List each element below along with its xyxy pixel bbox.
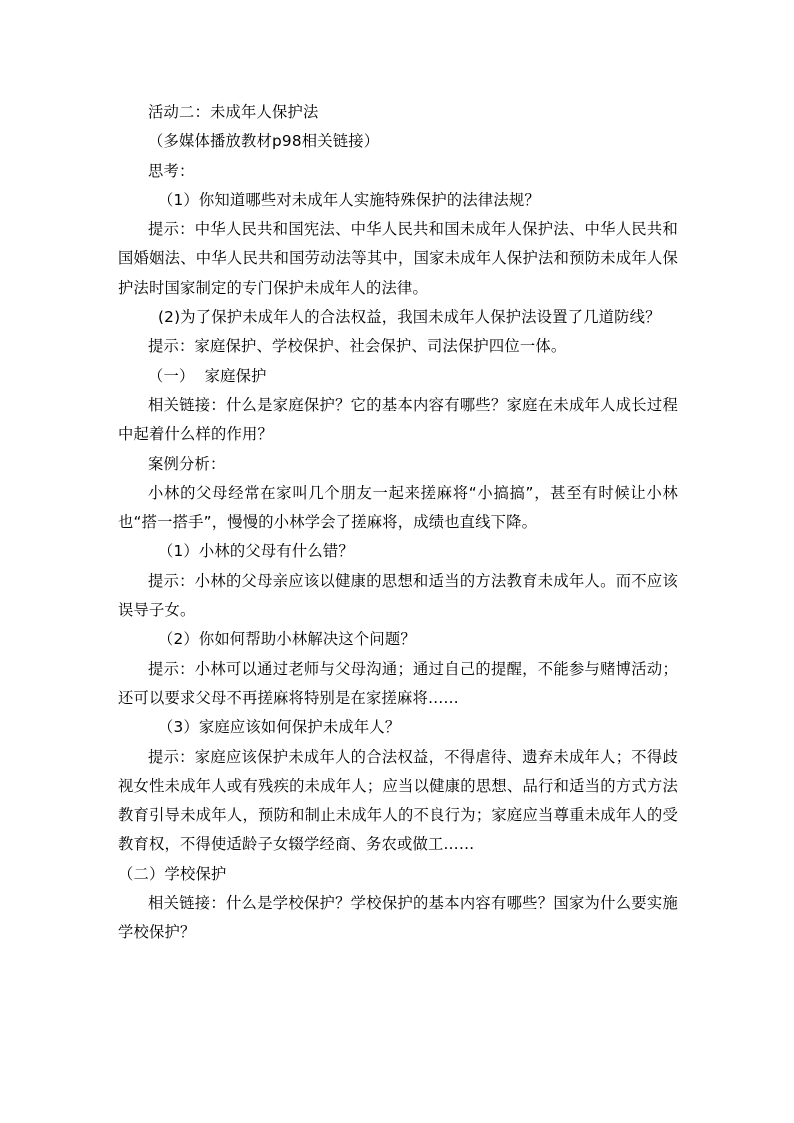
case-question-3: （3）家庭应该如何保护未成年人？ <box>158 718 401 737</box>
hint-2: 提示：家庭保护、学校保护、社会保护、司法保护四位一体。 <box>148 337 567 356</box>
section-family-protection: （一） 家庭保护 <box>148 366 267 385</box>
case-hint-3: 提示：家庭应该保护未成年人的合法权益，不得虐待、遗弃未成年人；不得歧视女性未成年人或有残疾的未成年人；应当以健康的思想、品行和适当的方式方法教育引导未成年人，预防和制止未成年人的不良行为；家庭应当尊重未成年人的受教育权，不得使适龄子女辍学经商、务农或做工…… <box>118 747 678 854</box>
case-text: 小林的父母经常在家叫几个朋友一起来搓麻将“小搞搞”，甚至有时候让小林也“搭一搭手”，慢慢的小林学会了搓麻将，成绩也直线下降。 <box>118 483 678 532</box>
activity-heading: 活动二：未成年人保护法 <box>148 103 319 121</box>
multimedia-note: （多媒体播放教材p98相关链接） <box>148 132 380 151</box>
think-label: 思考： <box>148 161 195 180</box>
case-question-2: （2）你如何帮助小林解决这个问题？ <box>158 630 416 649</box>
question-2: (2)为了保护未成年人的合法权益，我国未成年人保护法设置了几道防线？ <box>158 308 661 327</box>
document-body <box>118 98 678 948</box>
case-analysis-label: 案例分析： <box>148 454 226 473</box>
case-hint-1: 提示：小林的父母亲应该以健康的思想和适当的方法教育未成年人。而不应该误导子女。 <box>118 571 678 620</box>
hint-1: 提示：中华人民共和国宪法、中华人民共和国未成年人保护法、中华人民共和国婚姻法、中华人民共和国劳动法等其中，国家未成年人保护法和预防未成年人保护法时国家制定的专门保护未成年人的法律。 <box>118 220 678 297</box>
section-school-protection: （二）学校保护 <box>118 864 227 883</box>
case-question-1: （1）小林的父母有什么错？ <box>158 542 354 561</box>
question-1: （1）你知道哪些对未成年人实施特殊保护的法律法规？ <box>158 190 540 209</box>
related-link-school: 相关链接：什么是学校保护？学校保护的基本内容有哪些？国家为什么要实施学校保护？ <box>118 894 678 942</box>
case-hint-2: 提示：小林可以通过老师与父母沟通；通过自己的提醒，不能参与赌博活动；还可以要求父母不再搓麻将特别是在家搓麻将…… <box>118 659 678 707</box>
related-link-family: 相关链接：什么是家庭保护？它的基本内容有哪些？家庭在未成年人成长过程中起着什么样的作用？ <box>118 395 678 444</box>
